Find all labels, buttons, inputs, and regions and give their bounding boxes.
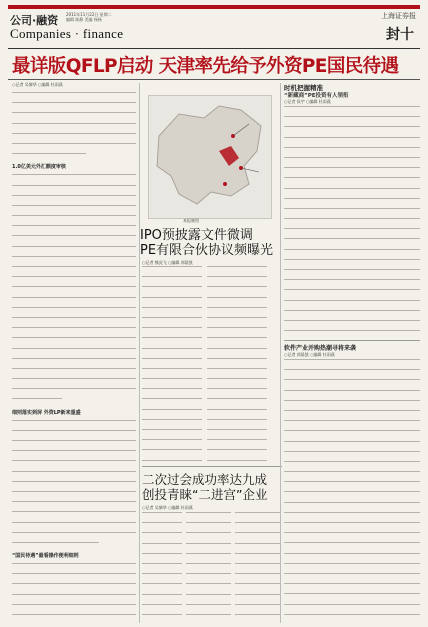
sidebar-divider	[284, 340, 420, 341]
lead-byline: ○记者 吴黎华 ○编辑 杜雨燕	[12, 82, 63, 87]
column-divider-2	[280, 83, 281, 623]
lead-subhead-1: 1.0亿美元外汇额度审核	[12, 164, 66, 171]
page-number: 封十	[386, 27, 414, 43]
issue-date: 2011年11月22日 星期二	[66, 12, 112, 17]
ipo-article-title	[140, 228, 275, 258]
lead-headline: 最详版QFLP启动 天津率先给予外资PE国民待遇	[12, 56, 399, 77]
ipo-body-gutter	[272, 222, 280, 462]
ipo-body-col-1	[142, 262, 202, 462]
masthead	[8, 5, 420, 47]
issue-info	[66, 12, 112, 22]
venture-title-line-1: 二次过会成功率达九成	[142, 472, 268, 487]
venture-byline: ○记者 吴黎华 ○编辑 杜雨燕	[142, 505, 193, 510]
sidebar-second-title: 软件产业并购热潮寻将来袭	[284, 345, 357, 352]
china-map-graphic	[148, 95, 272, 219]
lead-article-column	[12, 88, 136, 623]
venture-title-line-2: 创投青睐“二进宫”企业	[142, 487, 268, 502]
mid-divider	[142, 466, 282, 467]
ipo-title-line-2: PE有限合伙协议频曝光	[140, 243, 274, 258]
lead-body-block-1	[12, 92, 136, 159]
ipo-body-col-2	[207, 262, 267, 462]
headline-divider	[8, 79, 420, 80]
sidebar-body-1	[284, 102, 420, 338]
sidebar-subtitle: “新藏商”PE投资有人领衔	[284, 93, 349, 99]
map-illustration	[149, 96, 271, 218]
masthead-divider	[8, 48, 420, 49]
sidebar-title: 时机把握精准	[284, 84, 323, 92]
venture-body-col-1	[142, 508, 182, 623]
venture-body-col-2	[186, 508, 231, 623]
lead-body-block-3	[12, 420, 136, 548]
lead-subhead-2: 细则落实到屏 外资LP新来重盛	[12, 409, 81, 416]
sidebar-second-byline: ○记者 郭晨凯 ○编辑 杜雨燕	[284, 352, 335, 357]
lead-body-block-2	[12, 174, 136, 404]
masthead-red-rule	[8, 5, 420, 9]
ipo-title-line-1: IPO预披露文件微调	[140, 228, 253, 243]
lead-body-block-4	[12, 563, 136, 623]
sidebar-body-2	[284, 355, 420, 623]
section-title-cn: 公司·融资	[10, 14, 59, 27]
lead-subhead-3: “国民待遇”最看操作便利细则	[12, 553, 79, 560]
map-caption: 本报制图	[183, 218, 199, 223]
sidebar-byline: ○记者 侯宇 ○编辑 杜雨燕	[284, 99, 331, 104]
column-divider-1	[139, 83, 140, 623]
venture-body-col-3	[235, 508, 280, 623]
ipo-byline: ○记者 熊虎飞 ○编辑 郭晨凯	[142, 260, 193, 265]
issue-editors: 编辑 陈静 美编 杨杨	[66, 17, 102, 22]
section-title-en: Companies · finance	[10, 26, 124, 41]
newspaper-logo: 上海证券报	[381, 12, 416, 20]
